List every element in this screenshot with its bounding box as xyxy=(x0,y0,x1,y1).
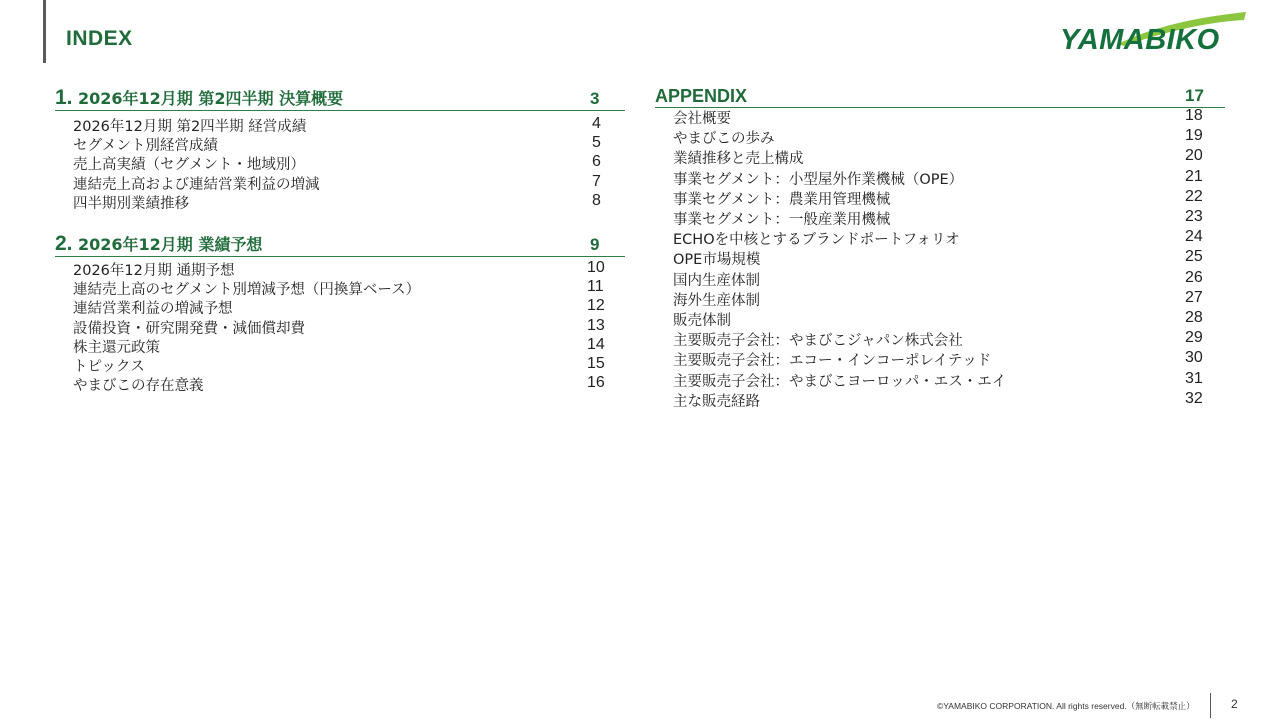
footer-page-number: 2 xyxy=(1231,697,1238,711)
section1-number: 1. xyxy=(55,86,73,109)
footer-copyright: ©YAMABIKO CORPORATION. All rights reserved.（無断転載禁止） xyxy=(937,701,1195,711)
appendix-item-page: 20 xyxy=(1185,147,1203,165)
section2-item-page: 15 xyxy=(587,355,605,372)
section2-item-label: 2026年12月期 通期予想 xyxy=(73,263,235,279)
section1-item-label: 2026年12月期 第2四半期 経営成績 xyxy=(73,119,307,135)
section1-item-page: 8 xyxy=(592,191,601,209)
section1-item-label: 四半期別業績推移 xyxy=(73,195,189,212)
appendix-item-label: 国内生産体制 xyxy=(673,272,760,289)
appendix-item-page: 23 xyxy=(1185,208,1203,225)
section2-heading[interactable] xyxy=(55,232,625,257)
appendix-item-page: 24 xyxy=(1185,228,1203,246)
appendix-item-label: 業績推移と売上構成 xyxy=(673,151,804,168)
appendix-item-page: 30 xyxy=(1185,349,1203,367)
page-title: INDEX xyxy=(66,27,133,50)
section2-item-label: 連結売上高のセグメント別増減予想（円換算ベース） xyxy=(73,282,421,299)
appendix-item-label: 事業セグメント：農業用管理機械 xyxy=(673,191,891,208)
appendix-page: 17 xyxy=(1185,86,1204,105)
appendix-item-label: やまびこの歩み xyxy=(673,131,775,148)
section1-item-label: セグメント別経営成績 xyxy=(73,138,218,155)
appendix-item-label: 事業セグメント：一般産業用機械 xyxy=(673,212,891,228)
section2-item-page: 14 xyxy=(587,335,605,353)
appendix-item-label: 主な販売経路 xyxy=(673,393,760,410)
appendix-item-page: 26 xyxy=(1185,268,1203,286)
appendix-item-page: 27 xyxy=(1185,288,1203,306)
section2-item-page: 10 xyxy=(587,259,605,276)
section2-title: 2026年12月期 業績予想 xyxy=(78,235,263,254)
appendix-item-page: 18 xyxy=(1185,107,1203,124)
section1-title: 2026年12月期 第2四半期 決算概要 xyxy=(78,89,344,108)
section2-number: 2. xyxy=(55,232,73,255)
section2-item-page: 12 xyxy=(587,297,605,315)
appendix-item-page: 29 xyxy=(1185,329,1203,347)
appendix-item-page: 28 xyxy=(1185,309,1203,326)
appendix-item-label: 主要販売子会社：やまびこジャパン株式会社 xyxy=(673,333,963,350)
appendix-item-page: 21 xyxy=(1185,167,1203,185)
logo-text: YAMABIKO xyxy=(1060,24,1220,56)
appendix-item-label: 海外生産体制 xyxy=(673,292,760,309)
appendix-item-page: 19 xyxy=(1185,127,1203,145)
section1-item-label: 売上高実績（セグメント・地域別） xyxy=(73,157,305,174)
section1-item-page: 4 xyxy=(592,115,601,132)
appendix-item-label: ECHOを中核とするブランドポートフォリオ xyxy=(673,232,960,249)
section2-page: 9 xyxy=(590,235,600,254)
appendix-item-page: 31 xyxy=(1185,369,1203,387)
section1-heading[interactable] xyxy=(55,86,625,111)
section2-item-label: 設備投資・研究開発費・減価償却費 xyxy=(73,320,305,337)
appendix-item-label: OPE市場規模 xyxy=(673,252,761,269)
footer-divider xyxy=(1210,693,1211,718)
section1-item-page: 7 xyxy=(592,172,601,190)
section2-item-label: 連結営業利益の増減予想 xyxy=(73,301,233,318)
appendix-item-page: 22 xyxy=(1185,187,1203,205)
section1-page: 3 xyxy=(590,89,600,108)
section1-item-label: 連結売上高および連結営業利益の増減 xyxy=(73,176,320,193)
appendix-item-label: 主要販売子会社：やまびこヨーロッパ・エス・エイ xyxy=(673,373,1007,390)
yamabiko-logo xyxy=(1058,10,1248,60)
section2-item-page: 11 xyxy=(587,278,604,296)
section1-item-page: 6 xyxy=(592,153,601,171)
appendix-title: APPENDIX xyxy=(655,86,748,106)
section1-item-page: 5 xyxy=(592,134,601,152)
appendix-item-label: 主要販売子会社：エコー・インコーポレイテッド xyxy=(673,353,992,370)
appendix-heading[interactable] xyxy=(655,83,1225,108)
section2-item-page: 16 xyxy=(587,374,605,392)
section2-item-label: 株主還元政策 xyxy=(73,339,160,356)
section2-item-label: トピックス xyxy=(73,359,145,375)
header-accent-bar xyxy=(43,0,46,63)
section2-item-label: やまびこの存在意義 xyxy=(73,378,204,395)
appendix-item-label: 会社概要 xyxy=(673,111,731,127)
appendix-item-label: 事業セグメント：小型屋外作業機械（OPE） xyxy=(673,171,964,188)
appendix-item-label: 販売体制 xyxy=(673,313,731,329)
appendix-item-page: 32 xyxy=(1185,389,1203,407)
appendix-item-page: 25 xyxy=(1185,248,1203,266)
section2-item-page: 13 xyxy=(587,316,605,334)
